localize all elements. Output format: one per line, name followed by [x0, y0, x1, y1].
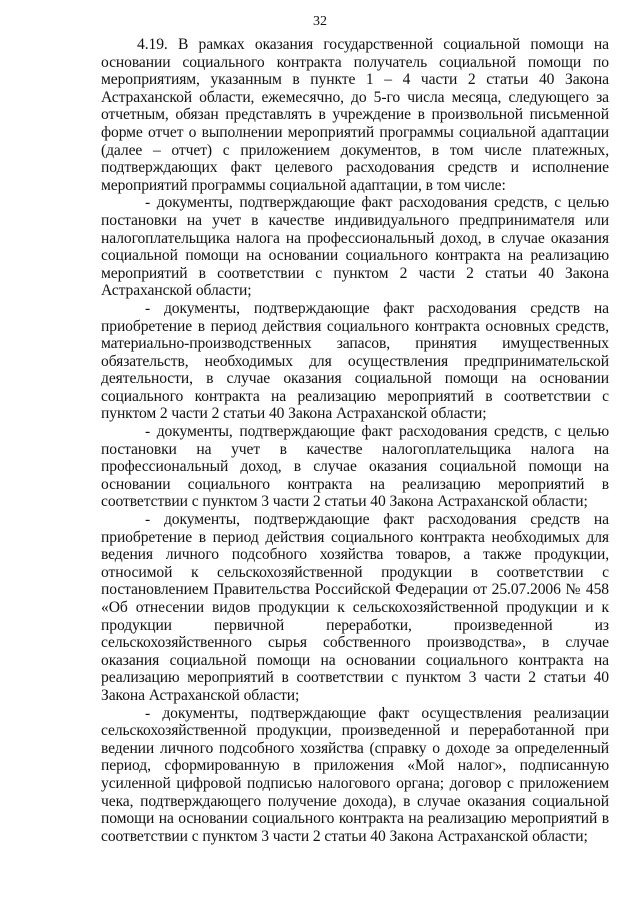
list-item-ip-registration: - документы, подтверждающие факт расходования средств, с целью постановки на учет в качестве индивидуального предпринимателя или налогоплательщика налога на профессиональный доход, в случае оказания социальной помощи на основании социального контракта на реализацию мероприятий в соответствии с пунктом 2 части 2 статьи 40 Закона Астраханской области; [101, 194, 609, 300]
page-number: 32 [313, 14, 327, 29]
paragraph-4-19: 4.19. В рамках оказания государственной социальной помощи на основании социального контракта получатель социальной помощи по мероприятиям, указанным в пункте 1 – 4 части 2 статьи 40 Закона Астраханской области, ежемесячно, до 5-го числа месяца, следующего за отчетным, обязан представлять в учреждение в произвольной письменной форме отчет о выполнении мероприятий программы социальной адаптации (далее – отчет) с приложением документов, в том числе платежных, подтверждающих факт целевого расходования средств и исполнение мероприятий программы социальной адаптации, в том числе: [101, 36, 609, 194]
list-item-fixed-assets: - документы, подтверждающие факт расходования средств на приобретение в период действия социального контракта основных средств, материально-производственных запасов, принятия имущественных обязательств, необходимых для осуществления предпринимательской деятельности, в случае оказания социальной помощи на основании социального контракта на реализацию мероприятий в соответствии с пунктом 2 части 2 статьи 40 Закона Астраханской области; [101, 299, 609, 423]
document-body [101, 36, 609, 845]
list-item-self-employed-registration: - документы, подтверждающие факт расходования средств, с целью постановки на учет в качестве налогоплательщика налога на профессиональный доход, в случае оказания социальной помощи на основании социального контракта на реализацию мероприятий в соответствии с пунктом 3 части 2 статьи 40 Закона Астраханской области; [101, 423, 609, 511]
list-item-agri-sales: - документы, подтверждающие факт осуществления реализации сельскохозяйственной продукции, произведенной и переработанной при ведении личного подсобного хозяйства (справку о доходе за определенный период, сформированную в приложения «Мой налог», подписанную усиленной цифровой подписью налогового органа; договор с приложением чека, подтверждающего получение дохода), в случае оказания социальной помощи на основании социального контракта на реализацию мероприятий в соответствии с пунктом 3 части 2 статьи 40 Закона Астраханской области; [101, 704, 609, 845]
list-item-household-goods: - документы, подтверждающие факт расходования средств на приобретение в период действия социального контракта необходимых для ведения личного подсобного хозяйства товаров, а также продукции, относимой к сельскохозяйственной продукции в соответствии с постановлением Правительства Российской Федерации от 25.07.2006 № 458 «Об отнесении видов продукции к сельскохозяйственной продукции и к продукции первичной переработки, произведенной из сельскохозяйственного сырья собственного производства», в случае оказания социальной помощи на основании социального контракта на реализацию мероприятий в соответствии с пунктом 3 части 2 статьи 40 Закона Астраханской области; [101, 511, 609, 704]
